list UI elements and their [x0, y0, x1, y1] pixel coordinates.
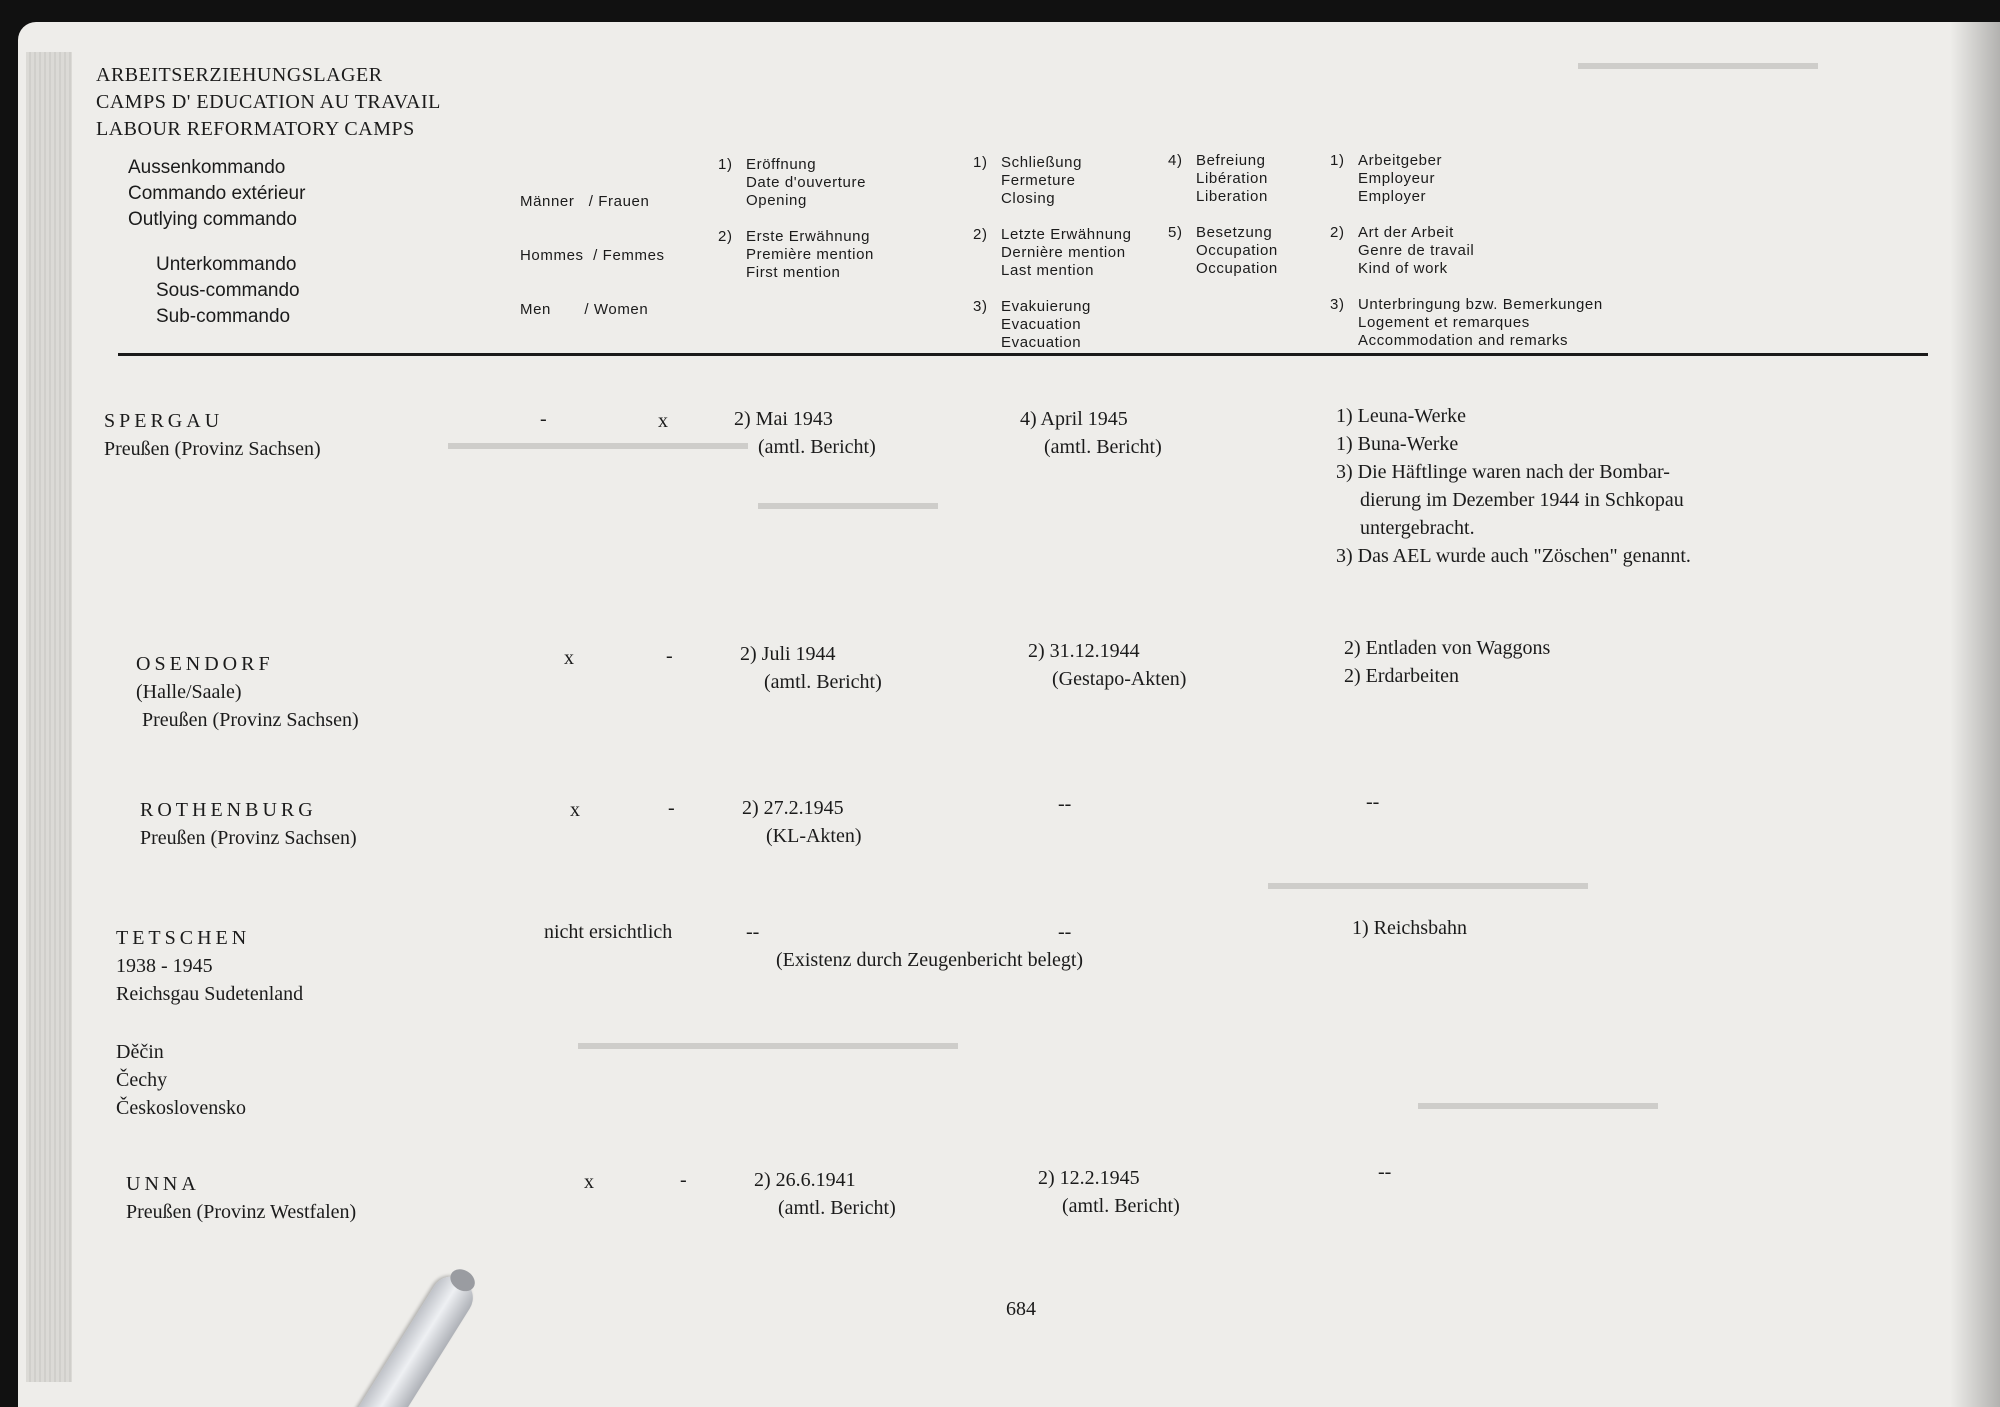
header-line: Besetzung — [1196, 224, 1273, 241]
camp-name: TETSCHEN — [116, 927, 251, 949]
camp-region: Reichsgau Sudetenland — [116, 983, 304, 1005]
cell-line: 2) 31.12.1944 — [1028, 640, 1140, 662]
header-line: Evacuation — [1001, 334, 1082, 351]
title-de: ARBEITSERZIEHUNGSLAGER — [96, 64, 383, 86]
camp-location — [126, 1170, 356, 1226]
header-line: Liberation — [1196, 188, 1268, 205]
opening-cell — [754, 1166, 896, 1222]
cell-line: 2) Erdarbeiten — [1344, 665, 1459, 687]
header-line: Evacuation — [1001, 316, 1082, 333]
title-fr: CAMPS D' EDUCATION AU TRAVAIL — [96, 91, 441, 113]
header-line: Art der Arbeit — [1358, 224, 1454, 241]
cell-line: 3) Das AEL wurde auch "Zöschen" genannt. — [1336, 545, 1691, 567]
header-line: Befreiung — [1196, 152, 1266, 169]
gender-column-header — [520, 157, 665, 355]
women-mark: x — [658, 410, 668, 432]
cell-line: dierung im Dezember 1944 in Schkopau — [1360, 489, 1684, 511]
last-mention-column-header — [973, 226, 1132, 280]
closing-cell — [1038, 1164, 1180, 1220]
header-line: Arbeitgeber — [1358, 152, 1443, 169]
camp-name: ROTHENBURG — [140, 799, 317, 821]
cell-line: (amtl. Bericht) — [1044, 436, 1162, 458]
opening-cell — [742, 794, 862, 850]
cell-line: 2) 27.2.1945 — [742, 797, 844, 819]
camp-region: Preußen (Provinz Sachsen) — [104, 438, 321, 460]
header-line: Erste Erwähnung — [746, 228, 871, 245]
cell-line: untergebracht. — [1360, 517, 1475, 539]
cell-line: 1) Leuna-Werke — [1336, 405, 1466, 427]
cell-line: (KL-Akten) — [766, 825, 862, 847]
camp-location — [104, 407, 321, 463]
opening-column-header — [718, 156, 866, 210]
title-en: LABOUR REFORMATORY CAMPS — [96, 118, 415, 140]
opening-cell — [740, 640, 882, 696]
cell-line: (amtl. Bericht) — [764, 671, 882, 693]
header-line: Unterbringung bzw. Bemerkungen — [1358, 296, 1603, 313]
book-page — [18, 22, 2000, 1407]
occupation-column-header — [1168, 224, 1278, 278]
header-number: 5) — [1168, 224, 1183, 241]
camp-local-region: Čechy — [116, 1069, 168, 1091]
camp-location-local — [116, 1038, 246, 1122]
work-kind-column-header — [1330, 224, 1474, 278]
existence-note: (Existenz durch Zeugenbericht belegt) — [776, 949, 1084, 971]
cell-line: (amtl. Bericht) — [758, 436, 876, 458]
cell-line: 2) Mai 1943 — [734, 408, 833, 430]
header-line: Fermeture — [1001, 172, 1076, 189]
document-title — [96, 62, 441, 143]
header-number: 3) — [973, 298, 988, 315]
header-line: Occupation — [1196, 260, 1278, 277]
header-number: 1) — [718, 156, 733, 173]
closing-column-header — [973, 154, 1082, 208]
cell-line: 2) 12.2.1945 — [1038, 1167, 1140, 1189]
camp-name: UNNA — [126, 1173, 200, 1195]
accommodation-column-header — [1330, 296, 1603, 350]
camp-name: OSENDORF — [136, 653, 274, 675]
header-line: Kind of work — [1358, 260, 1448, 277]
closing-cell: -- — [1058, 921, 1072, 943]
camp-region: Preußen (Provinz Sachsen) — [142, 709, 359, 731]
remarks-cell — [1344, 634, 1550, 690]
page-stack-edges — [26, 52, 72, 1382]
unterkommando-legend — [156, 252, 300, 330]
closing-cell — [1020, 405, 1162, 461]
bleed-through: ▬▬▬▬▬▬▬▬▬▬▬▬▬▬▬▬▬▬▬ — [578, 1032, 958, 1054]
header-line: Letzte Erwähnung — [1001, 226, 1132, 243]
header-line: Première mention — [746, 246, 874, 263]
bleed-through: ▬▬▬▬▬▬▬▬▬▬▬▬▬▬▬ — [448, 432, 748, 454]
header-line: Genre de travail — [1358, 242, 1475, 259]
gender-note: nicht ersichtlich — [544, 921, 673, 943]
cell-line: (Gestapo-Akten) — [1052, 668, 1187, 690]
women-mark: - — [680, 1169, 687, 1191]
camp-location — [116, 924, 303, 1008]
camp-region: Preußen (Provinz Sachsen) — [140, 827, 357, 849]
camp-region: (Halle/Saale) — [136, 681, 242, 703]
cell-line: 1) Buna-Werke — [1336, 433, 1459, 455]
header-line: First mention — [746, 264, 841, 281]
closing-cell: -- — [1058, 793, 1072, 815]
bleed-through: ▬▬▬▬▬▬▬▬▬▬▬▬ — [1418, 1092, 1658, 1114]
opening-cell: -- — [746, 921, 760, 943]
remarks-cell: -- — [1378, 1161, 1392, 1183]
header-number: 1) — [1330, 152, 1345, 169]
cell-line: 4) April 1945 — [1020, 408, 1128, 430]
header-number: 2) — [1330, 224, 1345, 241]
men-mark: x — [584, 1171, 594, 1193]
bleed-through: ▬▬▬▬▬▬▬▬▬▬▬▬ — [1578, 52, 1818, 74]
header-line: Schließung — [1001, 154, 1083, 171]
bleed-through: ▬▬▬▬▬▬▬▬▬▬▬▬▬▬▬▬ — [1268, 872, 1588, 894]
header-number: 2) — [718, 228, 733, 245]
camp-region: Preußen (Provinz Westfalen) — [126, 1201, 357, 1223]
header-line: Männer / Frauen — [520, 193, 650, 210]
evacuation-column-header — [973, 298, 1091, 352]
remarks-cell: -- — [1366, 791, 1380, 813]
legend-line: Aussenkommando — [128, 157, 286, 178]
header-line: Employeur — [1358, 170, 1436, 187]
header-line: Hommes / Femmes — [520, 247, 665, 264]
bleed-through: ▬▬▬▬▬▬▬▬▬ — [758, 492, 938, 514]
remarks-cell: 1) Reichsbahn — [1352, 917, 1467, 939]
first-mention-column-header — [718, 228, 874, 282]
camp-local-name: Děčin — [116, 1041, 164, 1063]
legend-line: Sous-commando — [156, 280, 300, 301]
cell-line: (amtl. Bericht) — [1062, 1195, 1180, 1217]
legend-line: Outlying commando — [128, 209, 297, 230]
header-line: Libération — [1196, 170, 1268, 187]
women-mark: - — [666, 645, 673, 667]
header-line: Date d'ouverture — [746, 174, 867, 191]
aussenkommando-legend — [128, 155, 305, 233]
pen-pointer — [318, 1269, 481, 1407]
header-line: Closing — [1001, 190, 1056, 207]
header-line: Evakuierung — [1001, 298, 1091, 315]
cell-line: 2) Entladen von Waggons — [1344, 637, 1551, 659]
header-number: 4) — [1168, 152, 1183, 169]
employer-column-header — [1330, 152, 1442, 206]
cell-line: 2) Juli 1944 — [740, 643, 836, 665]
opening-cell — [734, 405, 876, 461]
header-number: 2) — [973, 226, 988, 243]
header-line: Last mention — [1001, 262, 1095, 279]
men-mark: x — [564, 647, 574, 669]
header-line: Employer — [1358, 188, 1427, 205]
header-divider — [118, 353, 1928, 356]
header-number: 1) — [973, 154, 988, 171]
cell-line: 3) Die Häftlinge waren nach der Bombar- — [1336, 461, 1670, 483]
header-line: Opening — [746, 192, 807, 209]
legend-line: Unterkommando — [156, 254, 297, 275]
legend-line: Commando extérieur — [128, 183, 306, 204]
header-line: Men / Women — [520, 301, 649, 318]
header-line: Dernière mention — [1001, 244, 1126, 261]
remarks-cell — [1336, 402, 1691, 570]
cell-line: (amtl. Bericht) — [778, 1197, 896, 1219]
header-line: Occupation — [1196, 242, 1278, 259]
header-line: Eröffnung — [746, 156, 817, 173]
camp-name: SPERGAU — [104, 410, 224, 432]
legend-line: Sub-commando — [156, 306, 291, 327]
page-gutter-shadow — [1950, 22, 2000, 1407]
men-mark: - — [540, 408, 547, 430]
liberation-column-header — [1168, 152, 1268, 206]
closing-cell — [1028, 637, 1186, 693]
page-number: 684 — [1006, 1298, 1036, 1320]
camp-location — [140, 796, 357, 852]
camp-dates: 1938 - 1945 — [116, 955, 213, 977]
header-line: Accommodation and remarks — [1358, 332, 1569, 349]
header-line: Logement et remarques — [1358, 314, 1530, 331]
men-mark: x — [570, 799, 580, 821]
camp-local-country: Československo — [116, 1097, 246, 1119]
women-mark: - — [668, 797, 675, 819]
header-number: 3) — [1330, 296, 1345, 313]
cell-line: 2) 26.6.1941 — [754, 1169, 856, 1191]
camp-location — [136, 650, 359, 734]
